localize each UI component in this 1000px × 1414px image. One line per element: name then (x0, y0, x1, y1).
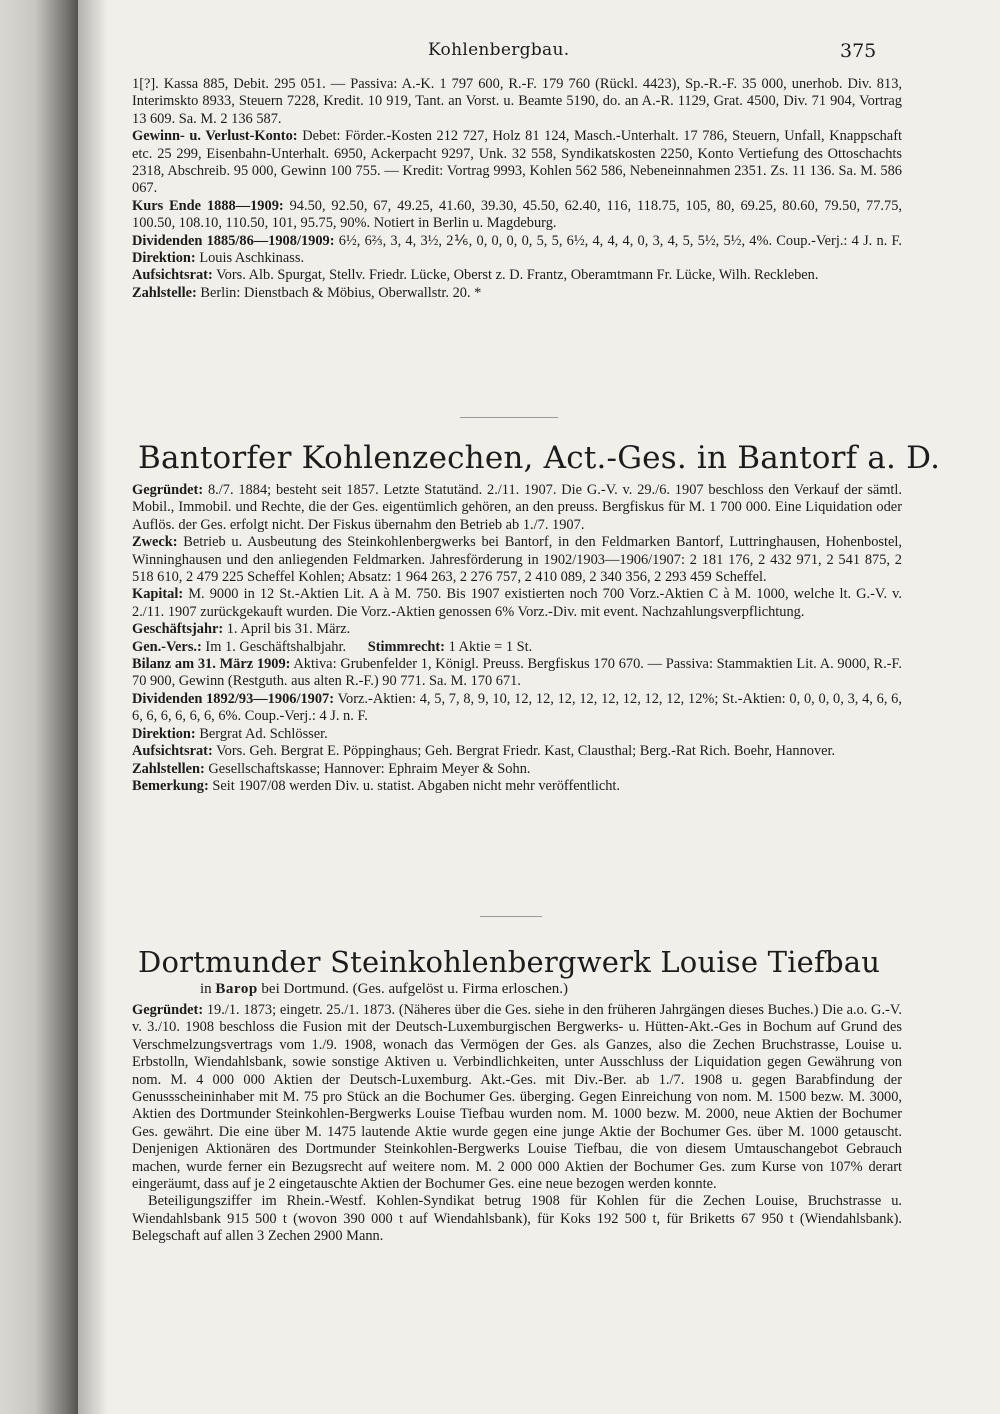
dividenden-entry (132, 691, 902, 726)
dortmunder-section (132, 1002, 902, 1246)
entry-label: Direktion: (132, 725, 196, 742)
entry-label: Gegründet: (132, 1002, 204, 1018)
direktion-entry (132, 726, 902, 743)
entry-label: Dividenden 1885/86—1908/1909: (132, 232, 335, 249)
entry-label: Zweck: (132, 534, 178, 551)
entry-label: Kurs Ende 1888—1909: (132, 197, 284, 214)
entry-label: Gewinn- u. Verlust-Konto: (132, 128, 298, 145)
entry-text: 6½, 6⅔, 3, 4, 3½, 2⅙, 0, 0, 0, 0, 5, 5, 6½, 4, 4, 4, 0, 3, 4, 5, 5½, 5½, 4%. Coup.-Verj.: 4 J. n. F. (338, 232, 902, 249)
subtitle-prefix: in (200, 981, 212, 997)
gewinn-verlust-entry (132, 128, 902, 198)
kapital-entry (132, 586, 902, 621)
entry-text: M. 9000 in 12 St.-Aktien Lit. A à M. 750. Bis 1907 existierten noch 700 Vorz.-Aktien C à M. 1000, welche lt. G.-V. v. 2./11. 1907 zurückgekauft wurden. Die Vorz.-Aktien genossen 6% Vorz.-Div. mit event. Nachzahlungsverpflichtung. (132, 586, 902, 620)
entry-text: Debet: Förder.-Kosten 212 727, Holz 81 124, Masch.-Unterhalt. 17 786, Steuern, Unfall, Knappschaft etc. 25 299, Eisenbahn-Unterhalt. 6950, Ackerpacht 9297, Unk. 32 558, Syndikatskosten 2250, Konto Vertiefung des Ottoschachts 2318, Abschreib. 95 000, Gewinn 100 755. — Kredit: Vortrag 9993, Kohlen 562 586, Nebeneinnahmen 2351. Zs. 11 136. Sa. M. 586 067. (132, 128, 902, 197)
entry-text: 94.50, 92.50, 67, 49.25, 41.60, 39.30, 45.50, 62.40, 116, 118.75, 105, 80, 69.25, 80.60, 79.50, 77.75, 100.50, 108.10, 110.50, 101, 95.75, 90%. Notiert in Berlin u. Magdeburg. (132, 197, 902, 232)
bemerkung-entry (132, 778, 902, 795)
geschaeftsjahr-entry (132, 621, 902, 638)
entry-label: Direktion: (132, 250, 196, 267)
entry-label: Bilanz am 31. März 1909: (132, 656, 291, 673)
company-subtitle (200, 981, 900, 998)
book-binding-edge (0, 0, 78, 1414)
entry-text: Vorz.-Aktien: 4, 5, 7, 8, 9, 10, 12, 12, 12, 12, 12, 12, 12, 12, 12%; St.-Aktien: 0, 0, 0, 0, 3, 4, 6, 6, 6, 6, 6, 6, 6, 6, 6%. Coup.-Verj.: 4 J. n. F. (132, 690, 902, 725)
company-title-bantorfer: Bantorfer Kohlenzechen, Act.-Ges. in Bantorf a. D. (138, 440, 941, 476)
top-section (132, 76, 902, 302)
genvers-entry (132, 639, 902, 656)
aufsichtsrat-entry (132, 267, 902, 284)
entry-text: 19./1. 1873; eingetr. 25./1. 1873. (Näheres über die Ges. siehe in den früheren Jahrgängen dieses Buches.) Die a.o. G.-V. v. 3./10. 1908 beschloss die Fusion mit der Deutsch-Luxemburgischen Bergwerks- u. Hütten-Akt.-Ges in Bochum auf Grund des Verschmelzungsvertrags vom 1./9. 1908, wonach das Vermögen der Ges. als Ganzes, also die Zechen Bruchstrasse, Louise u. Erbstolln, Wiendahlsbank, sowie sonstige Aktiven u. Verbindlichkeiten, unter Ausschluss der Liquidation gegen Gewährung von nom. M. 4 000 000 Aktien der Deutsch-Luxemburg. Akt.-Ges. mit Div.-Ber. ab 1./7. 1908 u. gegen Barabfindung der Genussscheininhaber mit M. 75 pro Stück an die Bochumer Ges. überging. Gegen Einreichung von nom. M. 1500 bezw. M. 3000, Aktien des Dortmunder Steinkohlen-Bergwerks Louise Tiefbau wurden nom. M. 1000 bezw. M. 2000, neue Aktien der Bochumer Ges. gewährt. Die eine über M. 1475 lautende Aktie wurde gegen eine junge Aktie der Bochumer Ges. über M. 1000 getauscht. Denjenigen Aktionären des Dortmunder Steinkohlen-Bergwerks Louise Tiefbau, die von diesem Umtauschangebot Gebrauch machen, wurde ferner ein Bezugsrecht auf weitere nom. M. 2 000 000 Aktien der Bochumer Ges. zum Kurse von 107% derart eingeräumt, dass auf je 2 eingetauschte Aktien der Bochumer Ges. eine neue bezogen werden konnte. (132, 1002, 902, 1193)
entry-text: 1 Aktie = 1 St. (448, 638, 533, 655)
bantorfer-section (132, 482, 902, 795)
gutter-shadow (78, 0, 108, 1414)
page-header (108, 40, 908, 70)
entry-label: Geschäftsjahr: (132, 621, 224, 638)
subtitle-place: Barop (215, 981, 258, 997)
entry-text: Im 1. Geschäftshalbjahr. (205, 638, 347, 655)
section-divider (460, 417, 558, 418)
entry-label: Gen.-Vers.: (132, 638, 202, 655)
zweck-entry (132, 534, 902, 586)
entry-text: Gesellschaftskasse; Hannover: Ephraim Meyer & Sohn. (208, 760, 531, 777)
section-divider (480, 916, 542, 917)
entry-text: Vors. Geh. Bergrat E. Pöppinghaus; Geh. Bergrat Friedr. Kast, Clausthal; Berg.-Rat Rich. Boehr, Hannover. (216, 743, 836, 760)
running-title: Kohlenbergbau. (428, 40, 570, 60)
entry-text: 8./7. 1884; besteht seit 1857. Letzte Statutänd. 2./11. 1907. Die G.-V. v. 29./6. 1907 beschloss den Verkauf der sämtl. Mobil., Immobil. und Rechte, die der Ges. eigentümlich gehören, an den preuss. Bergfiskus für M. 1 700 000. Eine Liquidation oder Auflös. der Ges. erfolgt nicht. Der Fiskus übernahm den Betrieb ab 1./7. 1907. (132, 482, 902, 533)
entry-text: Vors. Alb. Spurgat, Stellv. Friedr. Lücke, Oberst z. D. Frantz, Oberamtmann Fr. Lücke, Wilh. Reckleben. (216, 267, 819, 284)
entry-label: Aufsichtsrat: (132, 267, 213, 284)
entry-text: Bergrat Ad. Schlösser. (199, 725, 328, 742)
entry-label: Bemerkung: (132, 777, 209, 794)
beteiligung-entry: Beteiligungsziffer im Rhein.-Westf. Kohlen-Syndikat betrug 1908 für Kohlen für die Zechen Louise, Bruchstrasse u. Wiendahlsbank 915 500 t (wovon 390 000 t auf Wiendahlsbank), für Koks 192 500 t, für Briketts 67 950 t (Wiendahlsbank). Belegschaft auf allen 3 Zechen 2900 Mann. (132, 1193, 902, 1245)
kurs-entry (132, 198, 902, 233)
page-number: 375 (840, 40, 877, 62)
entry-text: 1. April bis 31. März. (226, 621, 351, 638)
entry-label: Aufsichtsrat: (132, 743, 213, 760)
entry-label: Zahlstellen: (132, 760, 205, 777)
entry-text: Betrieb u. Ausbeutung des Steinkohlenbergwerks bei Bantorf, in den Feldmarken Bantorf, Luttringhausen, Hohenbostel, Winninghausen und den anliegenden Feldmarken. Jahresförderung in 1902/1903—1906/1907: 2 181 176, 2 432 971, 2 541 875, 2 518 610, 2 479 225 Scheffel Kohlen; Absatz: 1 964 263, 2 276 757, 2 410 089, 2 340 356, 2 293 459 Scheffel. (132, 534, 902, 586)
subtitle-rest: bei Dortmund. (Ges. aufgelöst u. Firma erloschen.) (261, 981, 568, 997)
aufsichtsrat-entry (132, 743, 902, 760)
zahlstellen-entry (132, 761, 902, 778)
gegruendet-entry (132, 1002, 902, 1193)
entry-text: Louis Aschkinass. (199, 250, 305, 267)
entry-text: Seit 1907/08 werden Div. u. statist. Abgaben nicht mehr veröffentlicht. (212, 777, 621, 794)
book-page (108, 0, 1000, 1414)
entry-label: Zahlstelle: (132, 284, 197, 301)
gegruendet-entry (132, 482, 902, 534)
entry-label: Stimmrecht: (367, 638, 445, 655)
bilanz-entry (132, 656, 902, 691)
entry-label: Kapital: (132, 586, 184, 603)
entry-text: Aktiva: Grubenfelder 1, Königl. Preuss. Bergfiskus 170 670. — Passiva: Stammaktien Lit. A. 9000, R.-F. 70 900, Gewinn (Restguth. aus alten R.-F.) 90 771. Sa. M. 170 671. (132, 656, 902, 690)
company-title-dortmunder: Dortmunder Steinkohlenbergwerk Louise Tiefbau (138, 945, 881, 979)
dividenden-entry (132, 233, 902, 268)
zahlstelle-entry (132, 285, 902, 302)
entry-label: Dividenden 1892/93—1906/1907: (132, 690, 335, 707)
balance-continuation: 1[?]. Kassa 885, Debit. 295 051. — Passiva: A.-K. 1 797 600, R.-F. 179 760 (Rückl. 4423), Sp.-R.-F. 35 000, unerhob. Div. 813, Interimskto 8933, Steuern 7228, Kredit. 10 919, Tant. an Vorst. u. Beamte 5190, do. an A.-R. 1129, Grat. 4500, Div. 71 904, Vortrag 13 609. Sa. M. 2 136 587. (132, 76, 902, 127)
entry-label: Gegründet: (132, 482, 204, 498)
entry-text: Berlin: Dienstbach & Möbius, Oberwallstr. 20. * (200, 284, 482, 301)
